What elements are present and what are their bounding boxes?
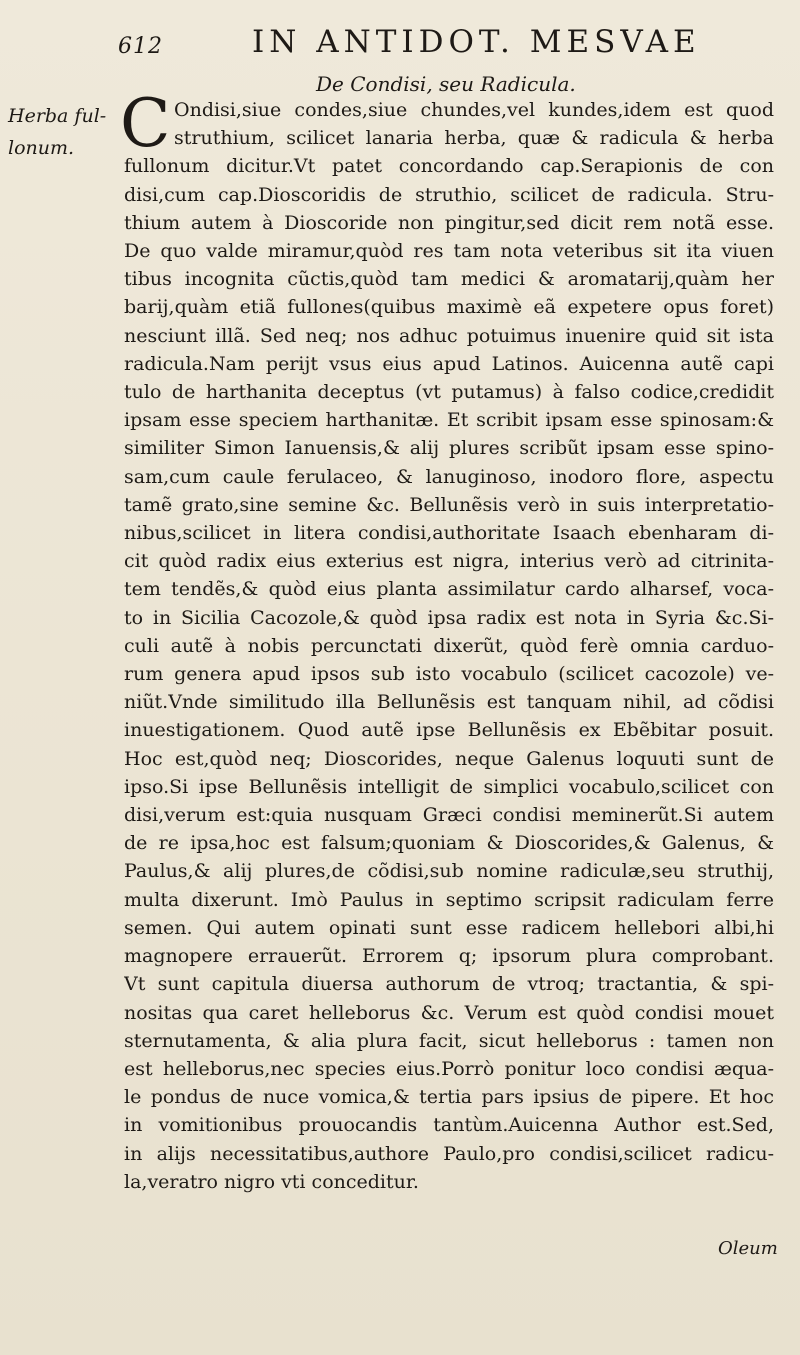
text-line: magnopere errauerũt. Errorem q; ipsorum plura comprobant. <box>124 945 774 968</box>
page-header <box>0 18 800 74</box>
section-title: De Condisi, seu Radicula. <box>316 72 576 96</box>
text-line: Ondisi,siue condes,siue chundes,vel kundes,idem est quod <box>174 99 774 121</box>
text-line: tem tendẽs,& quòd eius planta assimilatur cardo alharsef, voca- <box>124 578 774 601</box>
text-line: fullonum dicitur.Vt patet concordando cap.Serapionis de con <box>124 155 774 178</box>
text-line: disi,verum est:quia nusquam Græci condisi meminerũt.Si autem <box>124 804 774 827</box>
text-line: in alijs necessitatibus,authore Paulo,pro condisi,scilicet radicu- <box>124 1142 774 1165</box>
text-line: sam,cum caule ferulaceo, & lanuginoso, inodoro flore, aspectu <box>124 465 774 488</box>
text-line: niũt.Vnde similitudo illa Bellunẽsis est tanquam nihil, ad cõdisi <box>124 691 774 714</box>
text-line: est helleborus,nec species eius.Porrò ponitur loco condisi æqua- <box>124 1057 774 1080</box>
text-line: Hoc est,quòd neq; Dioscorides, neque Galenus loquuti sunt de <box>124 747 774 770</box>
text-line: barij,quàm etiã fullones(quibus maximè eã expetere opus foret) <box>124 296 774 319</box>
page-number: 612 <box>118 34 163 59</box>
text-line: ipso.Si ipse Bellunẽsis intelligit de simplici vocabulo,scilicet con <box>124 775 774 798</box>
text-line: semen. Qui autem opinati sunt esse radicem hellebori albi,hi <box>124 916 774 939</box>
text-line: nibus,scilicet in litera condisi,authoritate Isaach ebenharam di- <box>124 522 774 545</box>
text-line: le pondus de nuce vomica,& tertia pars ipsius de pipere. Et hoc <box>124 1086 774 1109</box>
text-line: disi,cum cap.Dioscoridis de struthio, scilicet de radicula. Stru- <box>124 183 774 206</box>
text-line: Paulus,& alij plures,de cõdisi,sub nomine radiculæ,seu struthij, <box>124 860 774 883</box>
body-text <box>120 85 774 1196</box>
text-line: multa dixerunt. Imò Paulus in septimo scripsit radiculam ferre <box>124 888 774 911</box>
running-head: IN ANTIDOT. MESVAE <box>252 24 701 60</box>
text-line: inuestigationem. Quod autẽ ipse Bellunẽsis ex Ebẽbitar posuit. <box>124 719 774 742</box>
text-line: similiter Simon Ianuensis,& alij plures scribũt ipsam esse spino- <box>124 437 774 460</box>
text-line: struthium, scilicet lanaria herba, quæ & radicula & herba <box>174 127 774 150</box>
text-line: in vomitionibus prouocandis tantùm.Auicenna Author est.Sed, <box>124 1114 774 1137</box>
text-line: tulo de harthanita deceptus (vt putamus) à falso codice,credidit <box>124 381 774 404</box>
text-line: ipsam esse speciem harthanitæ. Et scribit ipsam esse spinosam:& <box>124 409 774 432</box>
text-line: de re ipsa,hoc est falsum;quoniam & Dioscorides,& Galenus, & <box>124 832 774 855</box>
text-line: rum genera apud ipsos sub isto vocabulo (scilicet cacozole) ve- <box>124 663 774 686</box>
text-line: culi autẽ à nobis percunctati dixerũt, quòd ferè omnia carduo- <box>124 634 774 657</box>
marginal-note-line: Herba ful- <box>8 105 107 127</box>
text-line: Vt sunt capitula diuersa authorum de vtroq; tractantia, & spi- <box>124 973 774 996</box>
marginal-note <box>8 100 120 164</box>
text-line: tibus incognita cũctis,quòd tam medici & aromatarij,quàm her <box>124 268 774 291</box>
marginal-note-line: lonum. <box>8 137 75 159</box>
text-line: sternutamenta, & alia plura facit, sicut helleborus : tamen non <box>124 1029 774 1052</box>
drop-cap: C <box>120 85 171 162</box>
text-line: De quo valde miramur,quòd res tam nota veteribus sit ita viuen <box>124 240 774 263</box>
text-line: la,veratro nigro vti conceditur. <box>124 1170 419 1193</box>
text-line: tamẽ grato,sine semine &c. Bellunẽsis verò in suis interpretatio- <box>124 493 774 516</box>
text-line: nositas qua caret helleborus &c. Verum est quòd condisi mouet <box>124 1001 774 1024</box>
text-line: cit quòd radix eius exterius est nigra, interius verò ad citrinita- <box>124 550 774 573</box>
catchword: Oleum <box>718 1238 778 1259</box>
text-line: radicula.Nam perijt vsus eius apud Latinos. Auicenna autẽ capi <box>124 352 774 375</box>
text-line: to in Sicilia Cacozole,& quòd ipsa radix est nota in Syria &c.Si- <box>124 606 774 629</box>
text-line: nesciunt illã. Sed neq; nos adhuc potuimus inuenire quid sit ista <box>124 324 774 347</box>
text-line: thium autem à Dioscoride non pingitur,sed dicit rem notã esse. <box>124 211 774 234</box>
